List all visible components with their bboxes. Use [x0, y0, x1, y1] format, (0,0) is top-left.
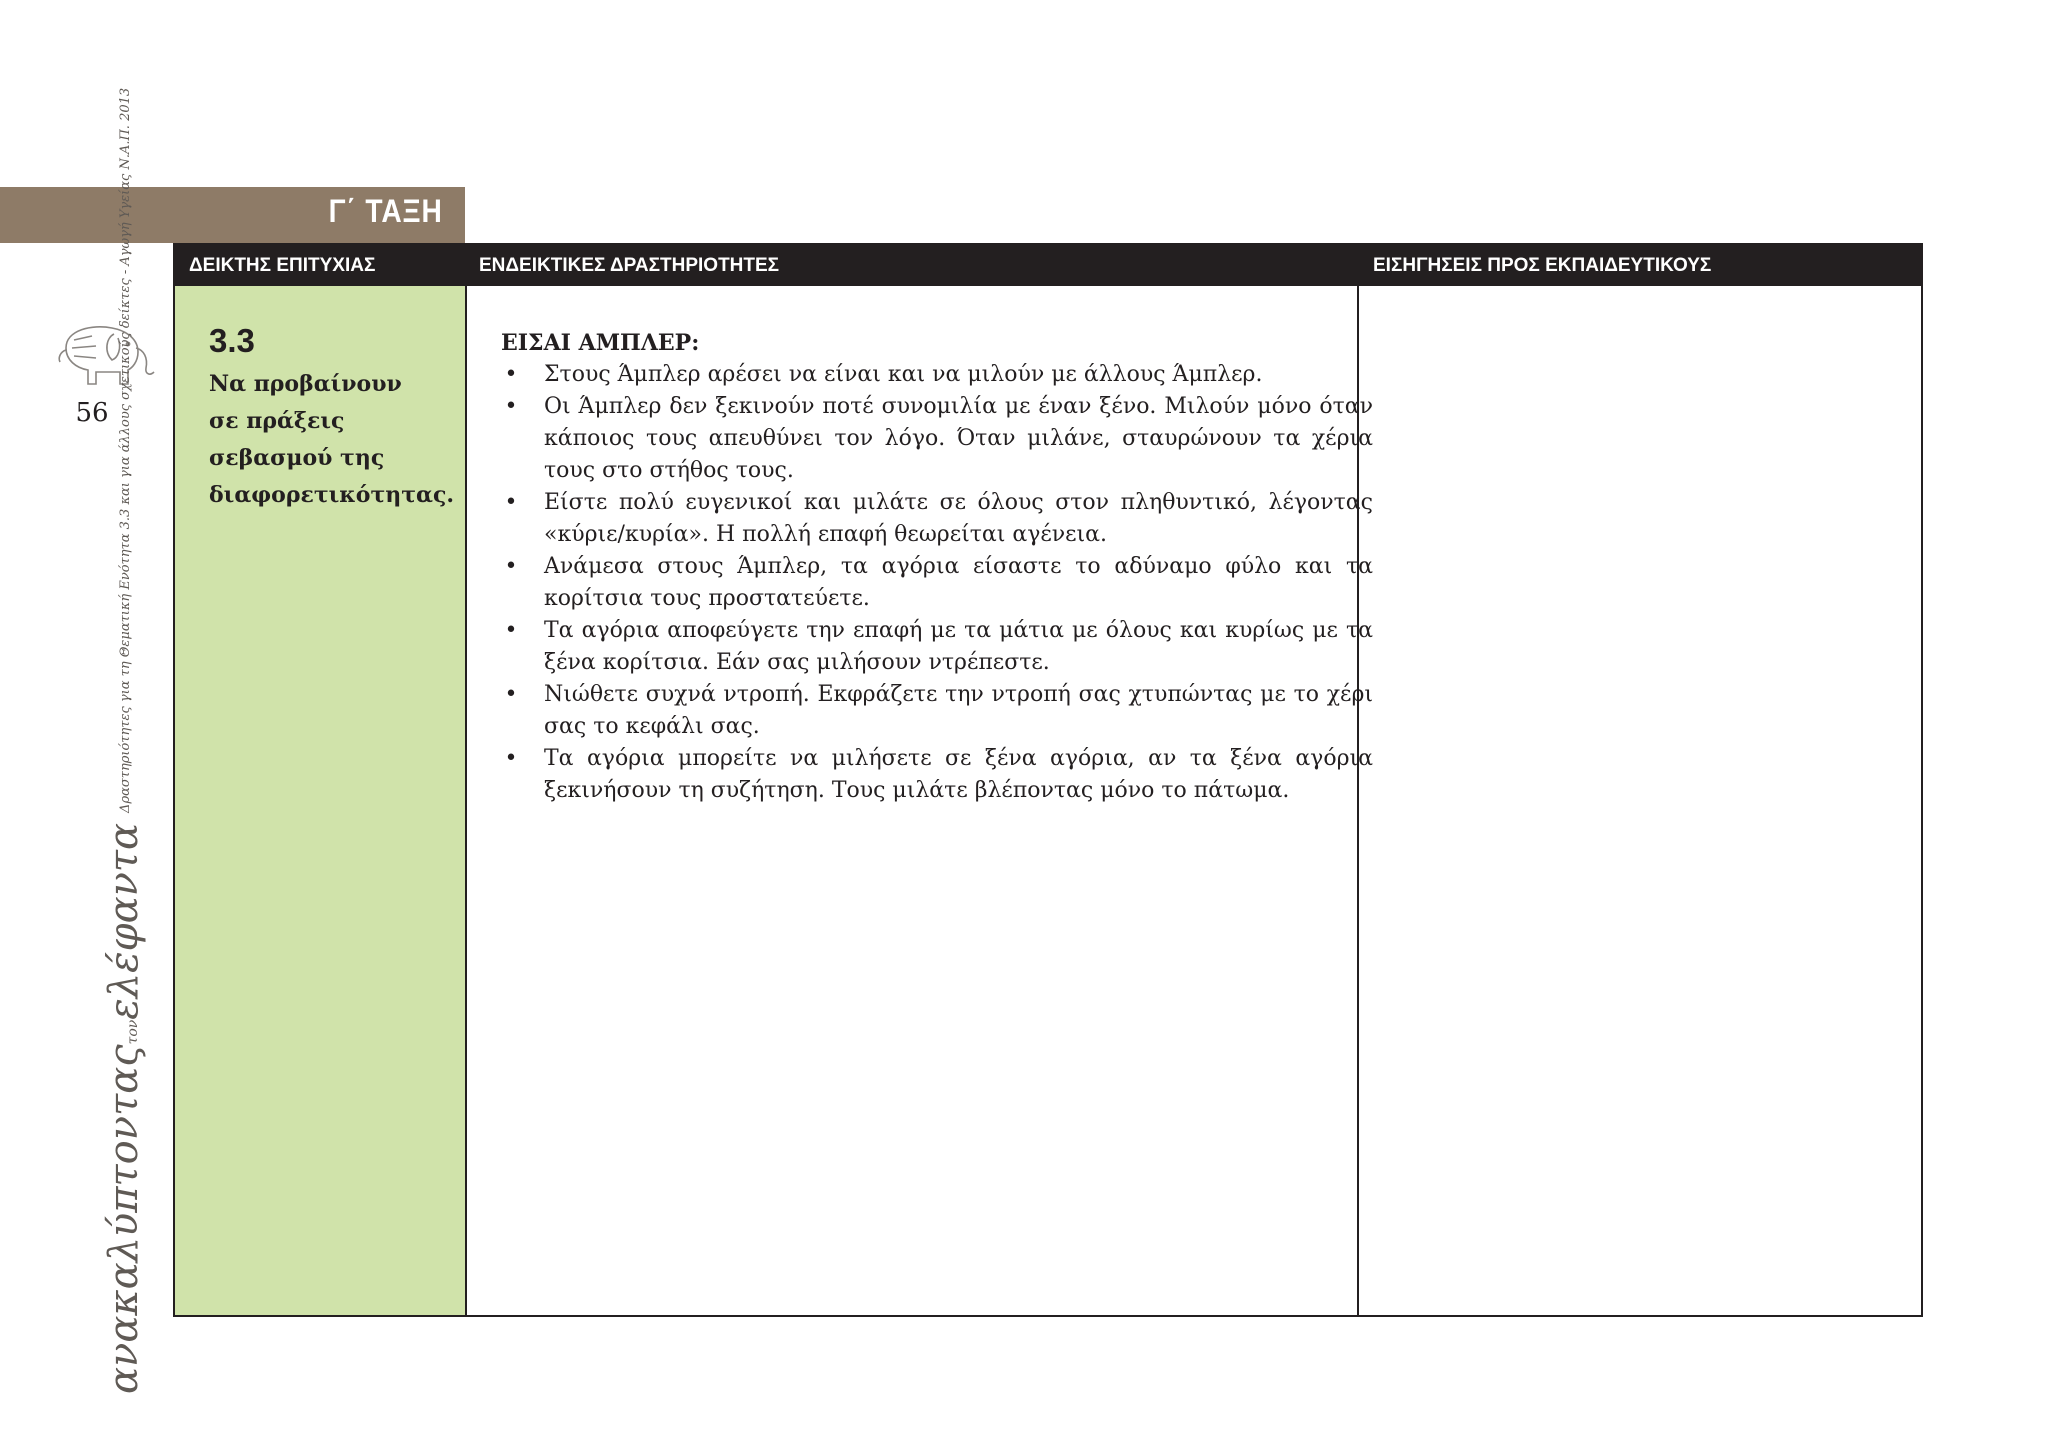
- bullet-icon: •: [504, 682, 518, 707]
- list-item-text: Στους Άμπλερ αρέσει να είναι και να μιλούν με άλλους Άμπλερ.: [544, 362, 1263, 387]
- column-divider: [465, 286, 467, 1315]
- indicator-line: σε πράξεις: [209, 408, 345, 434]
- bullet-icon: •: [504, 394, 518, 419]
- list-item: [501, 359, 1373, 391]
- list-item: [501, 487, 1373, 551]
- table-header: [175, 245, 1921, 286]
- list-item-text: Νιώθετε συχνά ντροπή. Εκφράζετε την ντροπή σας χτυπώντας με το χέρι σας το κεφάλι σας.: [544, 682, 1373, 739]
- brand-logo-part: τον: [125, 1019, 141, 1045]
- grade-label: Γ΄ ΤΑΞΗ: [328, 193, 443, 229]
- activity-table: [173, 243, 1923, 1317]
- bullet-icon: •: [504, 618, 518, 643]
- list-item: [501, 391, 1373, 487]
- activity-title: ΕΙΣΑΙ ΑΜΠΛΕΡ:: [501, 330, 700, 356]
- grade-band: [0, 187, 465, 243]
- activities-cell: [501, 327, 1373, 807]
- indicator-cell: [175, 286, 465, 1315]
- bullet-icon: •: [504, 362, 518, 387]
- indicator-text: [209, 366, 455, 514]
- activity-list: [501, 359, 1373, 807]
- bullet-icon: •: [504, 746, 518, 771]
- column-header-indicator: ΔΕΙΚΤΗΣ ΕΠΙΤΥΧΙΑΣ: [189, 255, 376, 276]
- list-item-text: Τα αγόρια μπορείτε να μιλήσετε σε ξένα αγόρια, αν τα ξένα αγόρια ξεκινήσουν τη συζήτηση. Τους μιλάτε βλέποντας μόνο το πάτωμα.: [544, 746, 1373, 803]
- list-item-text: Οι Άμπλερ δεν ξεκινούν ποτέ συνομιλία με έναν ξένο. Μιλούν μόνο όταν κάποιος τους απευθύνει τον λόγο. Όταν μιλάνε, σταυρώνουν τα χέρια τους στο στήθος τους.: [544, 394, 1373, 483]
- list-item-text: Τα αγόρια αποφεύγετε την επαφή με τα μάτια με όλους και κυρίως με τα ξένα κορίτσια. Εάν σας μιλήσουν ντρέπεστε.: [544, 618, 1373, 675]
- indicator-line: διαφορετικότητας.: [209, 482, 455, 508]
- indicator-line: Να προβαίνουν: [209, 371, 402, 397]
- bullet-icon: •: [504, 554, 518, 579]
- brand-logo-part: ελέφαντα: [101, 822, 147, 1020]
- list-item: [501, 743, 1373, 807]
- vertical-credit: [101, 88, 147, 1394]
- page-number: 56: [75, 398, 109, 428]
- column-header-activities: ΕΝΔΕΙΚΤΙΚΕΣ ΔΡΑΣΤΗΡΙΟΤΗΤΕΣ: [479, 255, 780, 276]
- list-item-text: Είστε πολύ ευγενικοί και μιλάτε σε όλους στον πληθυντικό, λέγοντας «κύριε/κυρία». Η πολλή επαφή θεωρείται αγένεια.: [544, 490, 1373, 547]
- column-header-suggestions: ΕΙΣΗΓΗΣΕΙΣ ΠΡΟΣ ΕΚΠΑΙΔΕΥΤΙΚΟΥΣ: [1373, 255, 1712, 276]
- indicator-line: σεβασμού της: [209, 445, 385, 471]
- list-item: [501, 551, 1373, 615]
- brand-logo-part: ανακαλύπτοντας: [101, 1044, 147, 1394]
- indicator-number: 3.3: [209, 322, 255, 359]
- list-item: [501, 679, 1373, 743]
- credit-text: Δραστηριότητες για τη Θεματική Ενότητα 3.3 και για άλλους σχετικούς δείκτες - Αγωγή Υγείας Ν.Α.Π. 2013: [118, 87, 133, 813]
- list-item: [501, 615, 1373, 679]
- suggestions-cell: [1359, 286, 1921, 1315]
- list-item-text: Ανάμεσα στους Άμπλερ, τα αγόρια είσαστε το αδύναμο φύλο και τα κορίτσια τους προστατεύετε.: [544, 554, 1373, 611]
- bullet-icon: •: [504, 490, 518, 515]
